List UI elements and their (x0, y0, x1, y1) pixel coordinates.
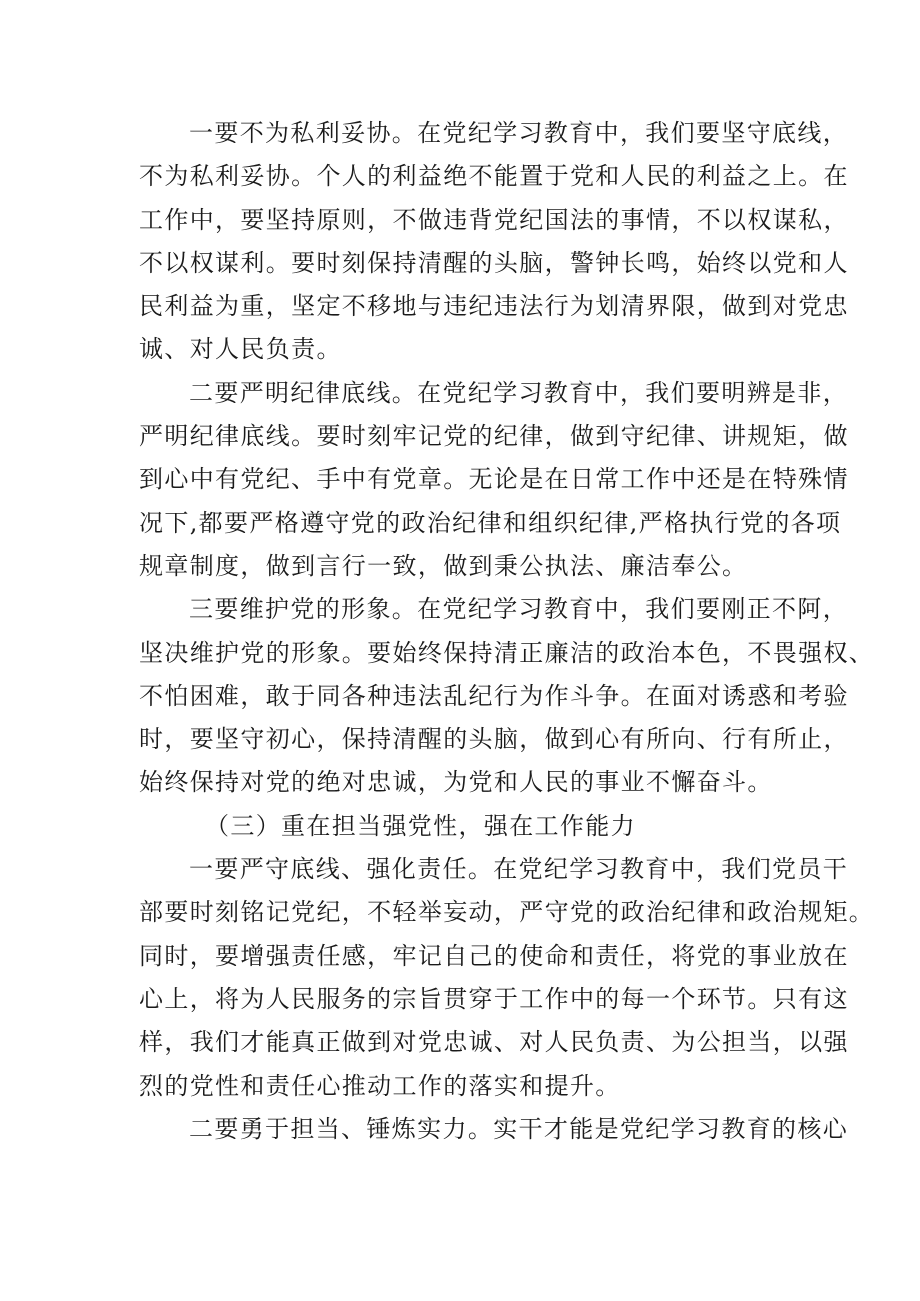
paragraph-line: 不怕困难，敢于同各种违法乱纪行为作斗争。在面对诱惑和考验 (139, 681, 849, 710)
paragraph-line: 一要严守底线、强化责任。在党纪学习教育中，我们党员干 (189, 855, 849, 884)
paragraph-line: 时，要坚守初心，保持清醒的头脑，做到心有所向、行有所止， (139, 725, 849, 754)
paragraph-line: 心上，将为人民服务的宗旨贯穿于工作中的每一个环节。只有这 (139, 984, 849, 1013)
section-heading: （三）重在担当强党性，强在工作能力 (205, 811, 636, 840)
paragraph-line: 烈的党性和责任心推动工作的落实和提升。 (139, 1071, 621, 1100)
paragraph-line: 到心中有党纪、手中有党章。无论是在日常工作中还是在特殊情 (139, 465, 849, 494)
paragraph-line: 样，我们才能真正做到对党忠诚、对人民负责、为公担当，以强 (139, 1028, 849, 1057)
paragraph-line: 部要时刻铭记党纪，不轻举妄动，严守党的政治纪律和政治规矩。 (139, 898, 875, 927)
paragraph-line: 诚、对人民负责。 (139, 335, 342, 364)
paragraph-line: 况下,都要严格遵守党的政治纪律和组织纪律,严格执行党的各项 (139, 508, 842, 537)
paragraph-line: 民利益为重，坚定不移地与违纪违法行为划清界限，做到对党忠 (139, 292, 849, 321)
paragraph-line: 同时，要增强责任感，牢记自己的使命和责任，将党的事业放在 (139, 941, 849, 970)
paragraph-line: 三要维护党的形象。在党纪学习教育中，我们要刚正不阿， (189, 595, 849, 624)
paragraph-line: 不以权谋利。要时刻保持清醒的头脑，警钟长鸣，始终以党和人 (139, 248, 849, 277)
paragraph-line: 不为私利妥协。个人的利益绝不能置于党和人民的利益之上。在 (139, 162, 849, 191)
paragraph-line: 严明纪律底线。要时刻牢记党的纪律，做到守纪律、讲规矩，做 (139, 422, 849, 451)
paragraph-line: 二要勇于担当、锤炼实力。实干才能是党纪学习教育的核心 (189, 1114, 849, 1143)
document-body (139, 112, 875, 1151)
paragraph-line: 工作中，要坚持原则，不做违背党纪国法的事情，不以权谋私， (139, 205, 849, 234)
paragraph-line: 规章制度，做到言行一致，做到秉公执法、廉洁奉公。 (139, 551, 748, 580)
paragraph-line: 坚决维护党的形象。要始终保持清正廉洁的政治本色，不畏强权、 (139, 638, 875, 667)
paragraph-line: 始终保持对党的绝对忠诚，为党和人民的事业不懈奋斗。 (139, 768, 773, 797)
paragraph-line: 一要不为私利妥协。在党纪学习教育中，我们要坚守底线， (189, 119, 849, 147)
paragraph-line: 二要严明纪律底线。在党纪学习教育中，我们要明辨是非， (189, 378, 849, 407)
